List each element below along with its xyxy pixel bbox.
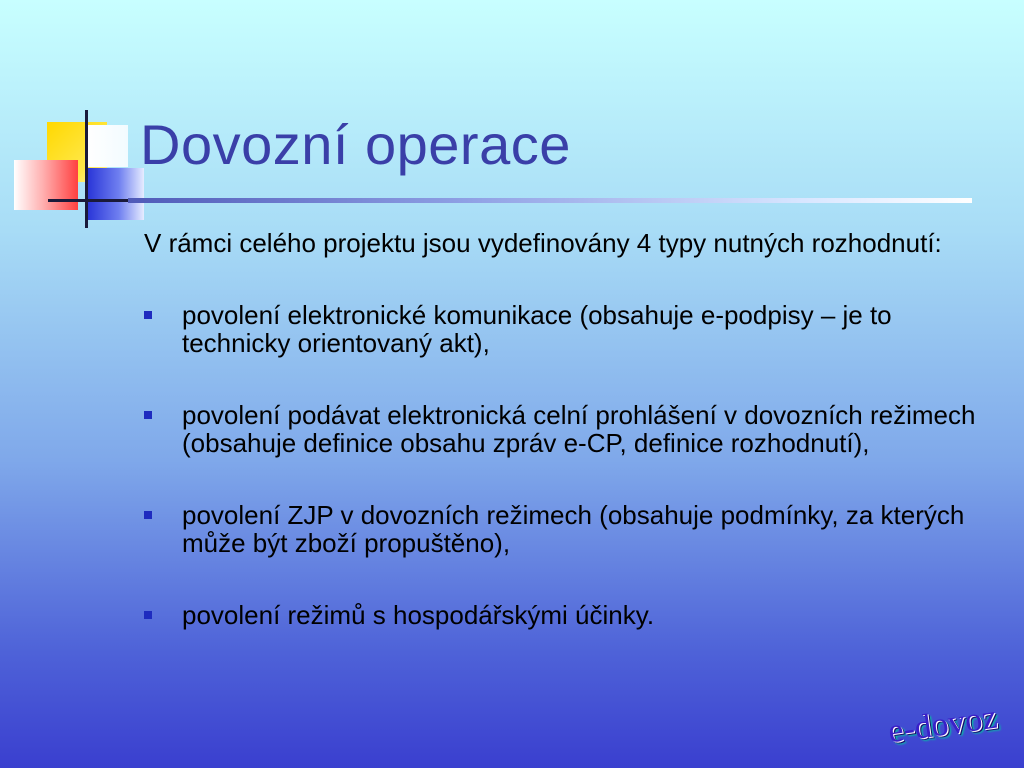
white-square bbox=[88, 125, 128, 167]
square-bullet-icon bbox=[144, 611, 152, 619]
intro-text: V rámci celého projektu jsou vydefinovány 4 typy nutných rozhodnutí: bbox=[144, 228, 942, 258]
square-bullet-icon bbox=[144, 511, 152, 519]
title-divider bbox=[128, 198, 972, 203]
list-item bbox=[144, 601, 984, 629]
slide-body bbox=[144, 229, 984, 673]
list-item-text: povolení podávat elektronická celní prohlášení v dovozních režimech (obsahuje definice obsahu zpráv e-CP, definice rozhodnutí), bbox=[182, 400, 976, 458]
slide-title: Dovozní operace bbox=[140, 113, 571, 176]
red-square bbox=[14, 160, 78, 210]
list-item-text: povolení ZJP v dovozních režimech (obsahuje podmínky, za kterých může být zboží propuštěno), bbox=[182, 500, 965, 558]
list-item-text: povolení režimů s hospodářskými účinky. bbox=[182, 600, 655, 630]
overlapping-squares-icon bbox=[0, 0, 160, 240]
blue-square bbox=[88, 168, 144, 220]
list-item-text: povolení elektronické komunikace (obsahuje e-podpisy – je to technicky orientovaný akt), bbox=[182, 300, 892, 358]
vertical-line bbox=[85, 110, 88, 228]
list-item bbox=[144, 501, 984, 557]
bullet-list bbox=[144, 301, 984, 629]
e-dovoz-logo: e-dovoz bbox=[886, 698, 1000, 751]
list-item bbox=[144, 301, 984, 357]
square-bullet-icon bbox=[144, 411, 152, 419]
list-item bbox=[144, 401, 984, 457]
square-bullet-icon bbox=[144, 311, 152, 319]
